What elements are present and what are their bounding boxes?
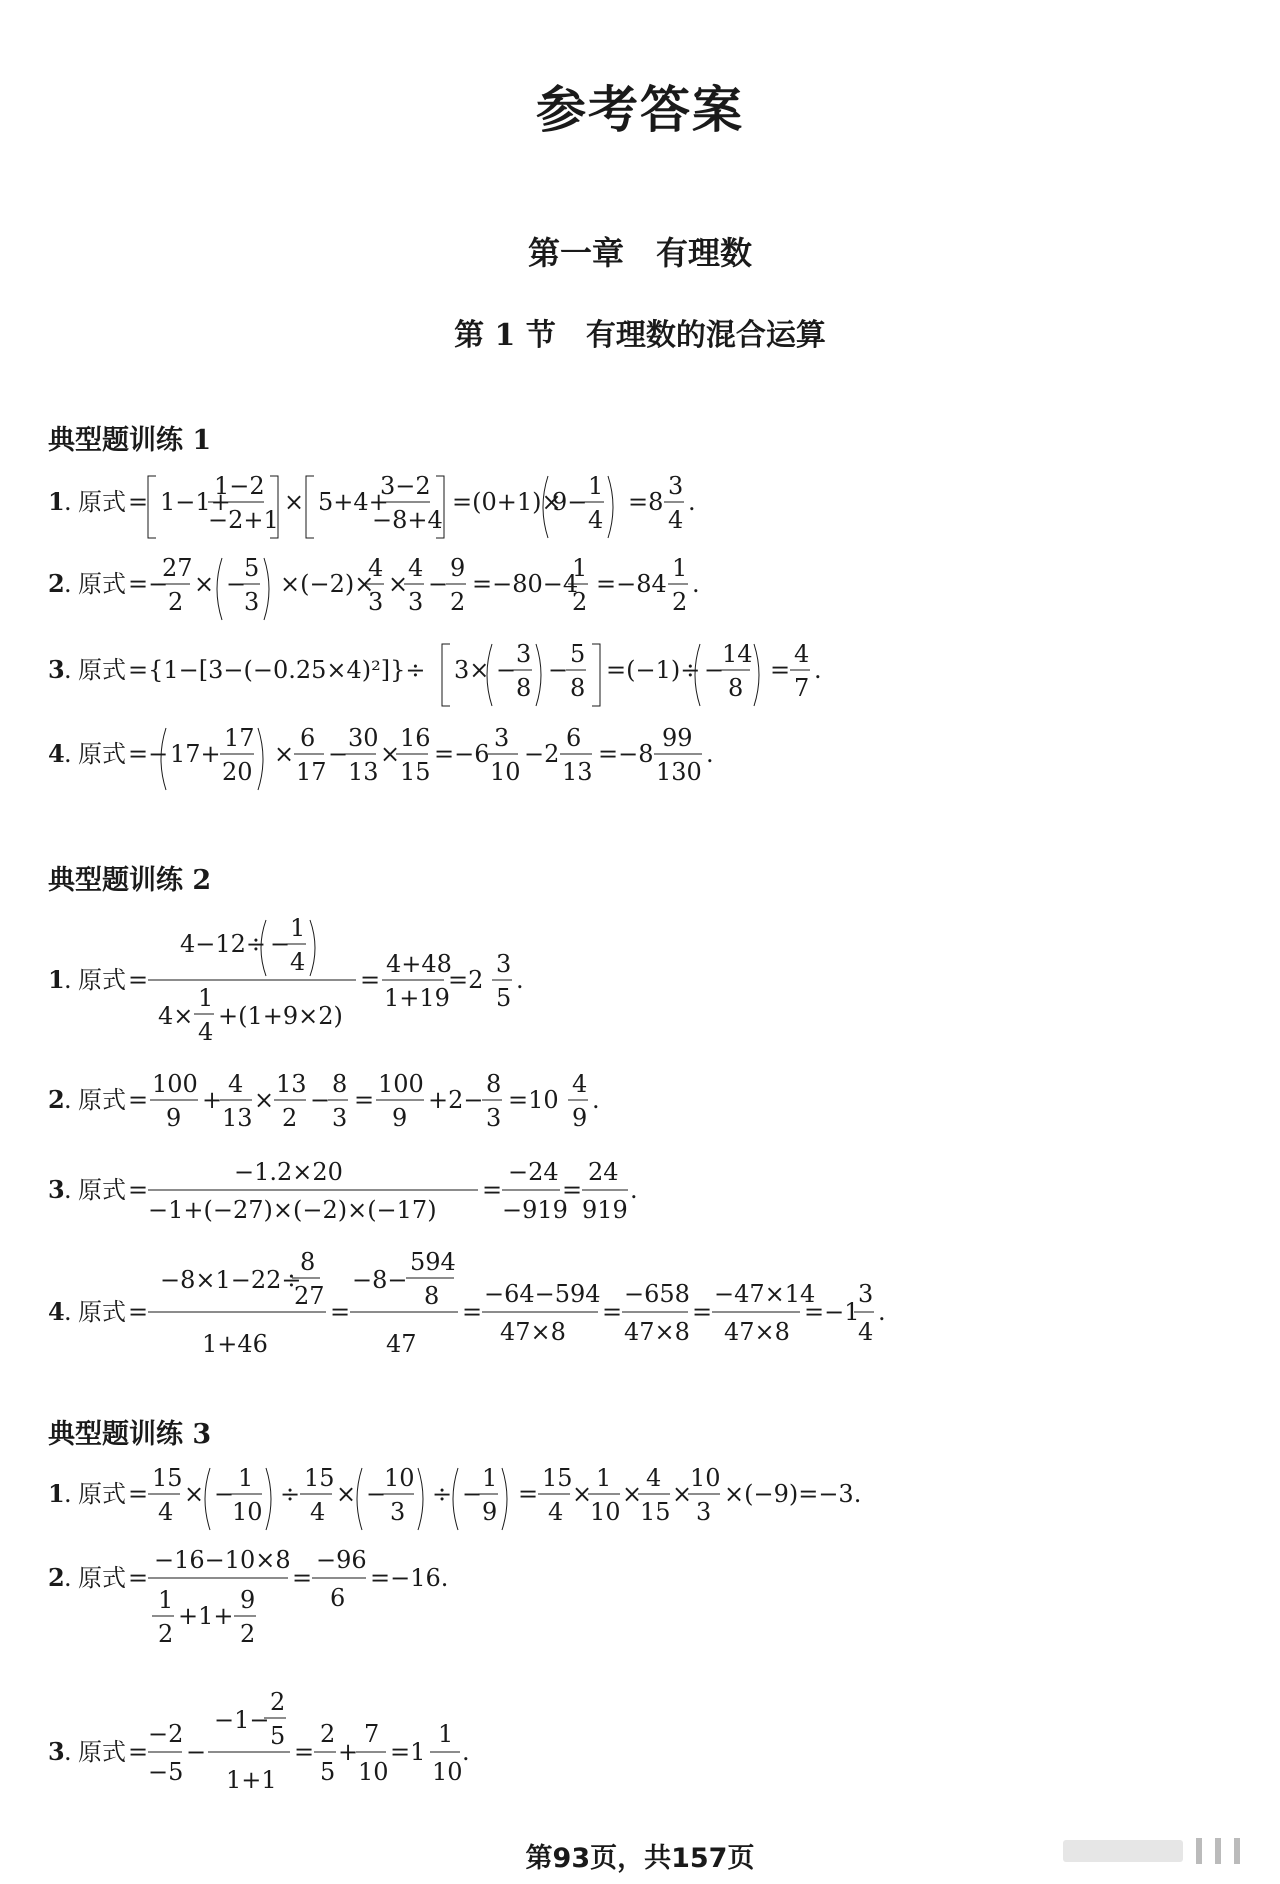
svg-text:=−1: =−1: [804, 1298, 860, 1326]
group-heading: 典型题训练 3: [48, 1419, 212, 1450]
svg-text:4: 4: [858, 1318, 874, 1346]
svg-text:5+4+: 5+4+: [318, 488, 389, 516]
svg-text:={1−[3−(−0.25×4)²]}÷: ={1−[3−(−0.25×4)²]}÷: [128, 656, 426, 684]
svg-text:.: .: [592, 1086, 600, 1114]
svg-text:.: .: [878, 1298, 886, 1326]
svg-text:2: 2: [572, 588, 588, 616]
svg-text:=−: =−: [128, 740, 169, 768]
svg-text:.: .: [462, 1738, 470, 1766]
svg-text:−2: −2: [524, 740, 560, 768]
svg-text:8: 8: [300, 1248, 316, 1276]
svg-text:3: 3: [368, 588, 384, 616]
equation: [48, 1068, 888, 1148]
answer-item: [48, 1068, 888, 1154]
svg-text:−: −: [270, 930, 291, 958]
svg-text:×: ×: [388, 570, 409, 598]
svg-text:4: 4: [310, 1498, 326, 1526]
svg-text:3: 3: [496, 950, 512, 978]
svg-text:1: 1: [572, 554, 588, 582]
svg-text:=−8: =−8: [598, 740, 654, 768]
svg-text:=−84: =−84: [596, 570, 667, 598]
svg-text:4: 4: [290, 948, 306, 976]
svg-text:47×8: 47×8: [624, 1318, 690, 1346]
svg-text:9: 9: [450, 554, 466, 582]
svg-text:15: 15: [400, 758, 431, 786]
svg-text:8: 8: [516, 674, 532, 702]
svg-text:3: 3: [48, 1737, 65, 1766]
svg-text:=: =: [770, 656, 791, 684]
bar-icon: [1215, 1838, 1221, 1864]
answer-item: [48, 1546, 888, 1682]
svg-text:15: 15: [152, 1464, 183, 1492]
svg-text:1: 1: [588, 472, 604, 500]
svg-text:.: .: [64, 1086, 72, 1114]
svg-text:9: 9: [240, 1586, 256, 1614]
answer-item: [48, 722, 928, 808]
svg-text:1: 1: [238, 1464, 254, 1492]
svg-text:=: =: [128, 966, 149, 994]
svg-text:.: .: [692, 570, 700, 598]
svg-text:−: −: [366, 1480, 387, 1508]
svg-text:27: 27: [294, 1282, 325, 1310]
svg-text:×: ×: [274, 740, 295, 768]
svg-text:4−12÷: 4−12÷: [180, 930, 267, 958]
svg-text:×: ×: [194, 570, 215, 598]
viewer-controls[interactable]: [1055, 1838, 1240, 1864]
svg-text:9: 9: [482, 1498, 498, 1526]
svg-text:5: 5: [270, 1722, 286, 1750]
answer-item: [48, 1240, 928, 1376]
svg-text:47: 47: [386, 1330, 417, 1358]
svg-text:−16−10×8: −16−10×8: [154, 1546, 291, 1574]
svg-text:2: 2: [450, 588, 466, 616]
svg-text:4: 4: [588, 506, 604, 534]
svg-text:=: =: [462, 1298, 483, 1326]
svg-text:4×: 4×: [158, 1002, 194, 1030]
svg-text:3−2: 3−2: [380, 472, 431, 500]
svg-text:=: =: [360, 966, 381, 994]
svg-text:−: −: [310, 1086, 331, 1114]
svg-text:=: =: [128, 488, 149, 516]
svg-text:+1+: +1+: [178, 1602, 234, 1630]
svg-text:15: 15: [304, 1464, 335, 1492]
svg-text:×: ×: [672, 1480, 693, 1508]
svg-text:3: 3: [48, 1175, 65, 1204]
svg-text:−: −: [428, 570, 449, 598]
svg-text:=−6: =−6: [434, 740, 490, 768]
svg-text:=: =: [128, 1176, 149, 1204]
svg-text:−: −: [548, 656, 569, 684]
svg-text:−: −: [496, 656, 517, 684]
svg-text:=−16.: =−16.: [370, 1564, 449, 1592]
equation: [48, 1680, 888, 1810]
svg-text:.: .: [64, 1738, 72, 1766]
svg-text:÷: ÷: [432, 1480, 453, 1508]
svg-text:10: 10: [432, 1758, 463, 1786]
svg-text:原式: 原式: [78, 656, 126, 684]
answer-item: [48, 638, 928, 724]
svg-text:−: −: [328, 740, 349, 768]
svg-text:+: +: [202, 1086, 223, 1114]
svg-text:−1+(−27)×(−2)×(−17): −1+(−27)×(−2)×(−17): [148, 1196, 437, 1224]
svg-text:17+: 17+: [170, 740, 221, 768]
svg-text:100: 100: [378, 1070, 424, 1098]
svg-text:=: =: [692, 1298, 713, 1326]
svg-text:=: =: [128, 1738, 149, 1766]
answer-item: [48, 470, 888, 556]
svg-text:−: −: [462, 1480, 483, 1508]
answer-item: [48, 552, 888, 638]
svg-text:−: −: [704, 656, 725, 684]
svg-text:.: .: [64, 1480, 72, 1508]
equation: [48, 1240, 928, 1370]
equation: [48, 1546, 888, 1676]
svg-text:13: 13: [562, 758, 593, 786]
svg-text:3×: 3×: [454, 656, 490, 684]
svg-text:=−80−4: =−80−4: [472, 570, 579, 598]
bar-icon: [1196, 1838, 1202, 1864]
svg-text:1: 1: [438, 1720, 454, 1748]
svg-text:=2: =2: [448, 966, 484, 994]
svg-text:1: 1: [48, 487, 65, 516]
svg-text:100: 100: [152, 1070, 198, 1098]
svg-text:×: ×: [254, 1086, 275, 1114]
svg-text:=: =: [562, 1176, 583, 1204]
svg-text:594: 594: [410, 1248, 456, 1276]
svg-text:2: 2: [48, 1563, 65, 1592]
svg-text:9: 9: [392, 1104, 408, 1132]
svg-text:4: 4: [794, 640, 810, 668]
svg-text:原式: 原式: [78, 1480, 126, 1508]
svg-text:原式: 原式: [78, 570, 126, 598]
svg-text:−1.2×20: −1.2×20: [234, 1158, 343, 1186]
svg-text:1: 1: [198, 984, 214, 1012]
svg-text:3: 3: [486, 1104, 502, 1132]
svg-text:4: 4: [572, 1070, 588, 1098]
svg-text:1: 1: [158, 1586, 174, 1614]
svg-text:−: −: [186, 1738, 207, 1766]
svg-text:×: ×: [336, 1480, 357, 1508]
svg-text:8: 8: [332, 1070, 348, 1098]
svg-text:9: 9: [166, 1104, 182, 1132]
svg-text:17: 17: [296, 758, 327, 786]
svg-text:8: 8: [728, 674, 744, 702]
svg-text:×: ×: [622, 1480, 643, 1508]
svg-text:16: 16: [400, 724, 431, 752]
svg-text:−8−: −8−: [352, 1266, 408, 1294]
svg-text:=1: =1: [390, 1738, 426, 1766]
svg-text:=: =: [482, 1176, 503, 1204]
svg-text:×(−9)=−3.: ×(−9)=−3.: [724, 1480, 862, 1508]
svg-text:10: 10: [384, 1464, 415, 1492]
svg-text:+: +: [338, 1738, 359, 1766]
section-title: 第 1 节 有理数的混合运算: [454, 318, 826, 353]
svg-text:.: .: [64, 1564, 72, 1592]
svg-text:2: 2: [48, 569, 65, 598]
svg-text:=: =: [354, 1086, 375, 1114]
svg-text:原式: 原式: [78, 1298, 126, 1326]
equation: [48, 1462, 928, 1542]
svg-text:=8: =8: [628, 488, 664, 516]
svg-text:−2: −2: [148, 1720, 184, 1748]
svg-text:+2−: +2−: [428, 1086, 484, 1114]
svg-text:1+46: 1+46: [202, 1330, 268, 1358]
svg-text:.: .: [814, 656, 822, 684]
svg-text:3: 3: [332, 1104, 348, 1132]
svg-text:原式: 原式: [78, 1086, 126, 1114]
svg-text:1: 1: [596, 1464, 612, 1492]
svg-text:3: 3: [494, 724, 510, 752]
svg-text:.: .: [64, 1176, 72, 1204]
svg-text:−2+1: −2+1: [208, 506, 279, 534]
answer-item: [48, 908, 888, 1054]
svg-text:4: 4: [158, 1498, 174, 1526]
svg-text:−24: −24: [508, 1158, 559, 1186]
svg-text:1: 1: [48, 1479, 65, 1508]
svg-text:1: 1: [482, 1464, 498, 1492]
svg-text:=: =: [128, 1564, 149, 1592]
svg-text:−658: −658: [624, 1280, 690, 1308]
svg-text:原式: 原式: [78, 966, 126, 994]
svg-text:13: 13: [348, 758, 379, 786]
svg-text:47×8: 47×8: [724, 1318, 790, 1346]
svg-text:24: 24: [588, 1158, 619, 1186]
svg-text:=−: =−: [128, 570, 169, 598]
svg-text:7: 7: [364, 1720, 380, 1748]
group-heading: 典型题训练 2: [48, 865, 212, 896]
svg-text:7: 7: [794, 674, 810, 702]
svg-text:3: 3: [48, 655, 65, 684]
svg-text:2: 2: [240, 1620, 256, 1648]
svg-text:−5: −5: [148, 1758, 184, 1786]
svg-text:10: 10: [490, 758, 521, 786]
group-heading: 典型题训练 1: [48, 425, 212, 456]
svg-text:−919: −919: [502, 1196, 568, 1224]
svg-text:2: 2: [168, 588, 184, 616]
svg-text:=: =: [128, 1298, 149, 1326]
equation: [48, 638, 928, 718]
equation: [48, 908, 888, 1048]
svg-text:3: 3: [696, 1498, 712, 1526]
svg-text:×: ×: [572, 1480, 593, 1508]
svg-text:5: 5: [496, 984, 512, 1012]
svg-text:15: 15: [542, 1464, 573, 1492]
svg-text:原式: 原式: [78, 1176, 126, 1204]
svg-text:−47×14: −47×14: [714, 1280, 816, 1308]
svg-text:10: 10: [358, 1758, 389, 1786]
svg-text:1: 1: [672, 554, 688, 582]
svg-text:919: 919: [582, 1196, 628, 1224]
svg-text:−1−: −1−: [214, 1706, 270, 1734]
svg-text:4: 4: [48, 1297, 65, 1326]
svg-text:.: .: [64, 1298, 72, 1326]
svg-text:+(1+9×2): +(1+9×2): [218, 1002, 343, 1030]
svg-text:13: 13: [276, 1070, 307, 1098]
svg-text:6: 6: [330, 1584, 346, 1612]
svg-text:1+1: 1+1: [226, 1766, 277, 1794]
svg-text:2: 2: [270, 1688, 286, 1716]
svg-text:=10: =10: [508, 1086, 559, 1114]
equation: [48, 722, 928, 802]
svg-text:4: 4: [228, 1070, 244, 1098]
svg-text:9: 9: [572, 1104, 588, 1132]
scroll-track-icon[interactable]: [1063, 1840, 1183, 1862]
equation: [48, 470, 888, 550]
svg-text:.: .: [64, 570, 72, 598]
svg-text:−64−594: −64−594: [484, 1280, 601, 1308]
svg-text:20: 20: [222, 758, 253, 786]
svg-text:8: 8: [424, 1282, 440, 1310]
svg-text:1−1+: 1−1+: [160, 488, 231, 516]
svg-text:27: 27: [162, 554, 193, 582]
svg-text:8: 8: [570, 674, 586, 702]
svg-text:5: 5: [244, 554, 260, 582]
answer-item: [48, 1462, 928, 1548]
svg-text:2: 2: [672, 588, 688, 616]
svg-text:3: 3: [244, 588, 260, 616]
svg-text:−8+4: −8+4: [372, 506, 443, 534]
svg-text:−: −: [226, 570, 247, 598]
svg-text:3: 3: [668, 472, 684, 500]
svg-text:=(−1)÷: =(−1)÷: [606, 656, 701, 684]
svg-text:×: ×: [380, 740, 401, 768]
svg-text:4+48: 4+48: [386, 950, 452, 978]
svg-text:−96: −96: [316, 1546, 367, 1574]
svg-text:.: .: [688, 488, 696, 516]
svg-text:4: 4: [368, 554, 384, 582]
svg-text:1+19: 1+19: [384, 984, 450, 1012]
svg-text:.: .: [516, 966, 524, 994]
svg-text:1: 1: [290, 914, 306, 942]
svg-text:4: 4: [668, 506, 684, 534]
svg-text:原式: 原式: [78, 740, 126, 768]
svg-text:−8×1−22÷: −8×1−22÷: [160, 1266, 302, 1294]
svg-text:4: 4: [646, 1464, 662, 1492]
svg-text:.: .: [64, 656, 72, 684]
svg-text:3: 3: [408, 588, 424, 616]
svg-text:=: =: [330, 1298, 351, 1326]
svg-text:=: =: [128, 1086, 149, 1114]
svg-text:.: .: [64, 966, 72, 994]
svg-text:1−2: 1−2: [214, 472, 265, 500]
svg-text:×(−2)×: ×(−2)×: [280, 570, 375, 598]
svg-text:=: =: [292, 1564, 313, 1592]
svg-text:=: =: [518, 1480, 539, 1508]
svg-text:原式: 原式: [78, 1738, 126, 1766]
svg-text:4: 4: [548, 1498, 564, 1526]
svg-text:10: 10: [232, 1498, 263, 1526]
svg-text:2: 2: [320, 1720, 336, 1748]
svg-text:=: =: [602, 1298, 623, 1326]
page-title: 参考答案: [536, 81, 744, 139]
svg-text:10: 10: [690, 1464, 721, 1492]
svg-text:6: 6: [566, 724, 582, 752]
page-counter: 第93页，共157页: [525, 1843, 755, 1874]
svg-text:1: 1: [48, 965, 65, 994]
svg-text:.: .: [630, 1176, 638, 1204]
svg-text:−: −: [214, 1480, 235, 1508]
svg-text:4: 4: [408, 554, 424, 582]
svg-text:13: 13: [222, 1104, 253, 1132]
svg-text:30: 30: [348, 724, 379, 752]
svg-text:9−: 9−: [552, 488, 588, 516]
svg-text:.: .: [706, 740, 714, 768]
svg-text:8: 8: [486, 1070, 502, 1098]
svg-text:130: 130: [656, 758, 702, 786]
svg-text:×: ×: [184, 1480, 205, 1508]
svg-text:÷: ÷: [280, 1480, 301, 1508]
svg-text:5: 5: [320, 1758, 336, 1786]
svg-text:3: 3: [858, 1280, 874, 1308]
svg-text:原式: 原式: [78, 1564, 126, 1592]
svg-text:=: =: [128, 1480, 149, 1508]
svg-text:2: 2: [282, 1104, 298, 1132]
answer-item: [48, 1680, 888, 1816]
svg-text:2: 2: [158, 1620, 174, 1648]
chapter-title: 第一章 有理数: [527, 234, 752, 272]
svg-text:47×8: 47×8: [500, 1318, 566, 1346]
svg-text:×: ×: [284, 488, 305, 516]
svg-text:4: 4: [48, 739, 65, 768]
svg-text:3: 3: [390, 1498, 406, 1526]
equation: [48, 1158, 888, 1238]
equation: [48, 552, 888, 632]
svg-text:10: 10: [590, 1498, 621, 1526]
svg-text:4: 4: [198, 1018, 214, 1046]
svg-text:.: .: [64, 488, 72, 516]
bar-icon: [1234, 1838, 1240, 1864]
svg-text:=(0+1)×: =(0+1)×: [452, 488, 562, 516]
svg-text:=: =: [294, 1738, 315, 1766]
svg-text:14: 14: [722, 640, 753, 668]
svg-text:17: 17: [224, 724, 255, 752]
svg-text:2: 2: [48, 1085, 65, 1114]
svg-text:5: 5: [570, 640, 586, 668]
svg-text:6: 6: [300, 724, 316, 752]
answer-item: [48, 1158, 888, 1244]
svg-text:.: .: [64, 740, 72, 768]
svg-text:99: 99: [662, 724, 693, 752]
svg-text:15: 15: [640, 1498, 671, 1526]
svg-text:3: 3: [516, 640, 532, 668]
svg-text:原式: 原式: [78, 488, 126, 516]
